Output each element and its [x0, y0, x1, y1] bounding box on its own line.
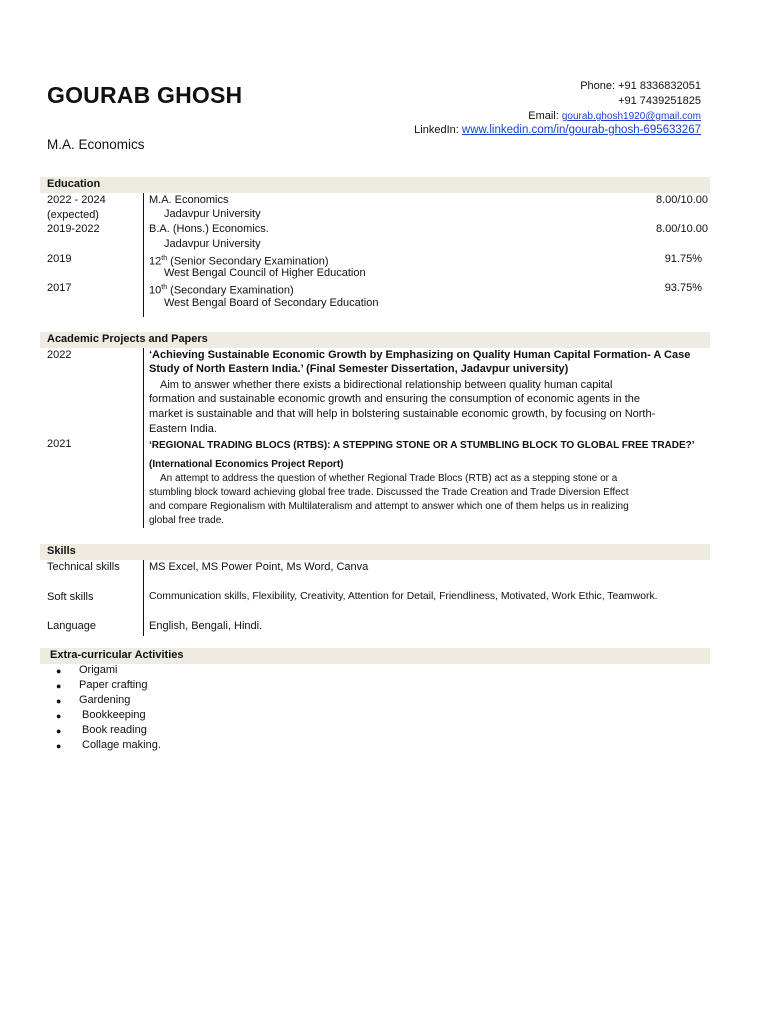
edu-year: 2022 - 2024	[47, 194, 106, 206]
activity-item: Gardening	[79, 694, 131, 706]
activity-item: Book reading	[82, 724, 147, 736]
linkedin-link[interactable]: www.linkedin.com/in/gourab-ghosh-695633267	[461, 124, 701, 136]
linkedin-label: LinkedIn:	[414, 124, 459, 136]
skill-value: English, Bengali, Hindi.	[149, 620, 263, 632]
edu-year-note: (expected)	[47, 209, 99, 221]
project-title-line: ‘Achieving Sustainable Economic Growth by Emphasizing on Quality Human Capital Formation- A Case	[149, 349, 691, 361]
skill-value: Communication skills, Flexibility, Creativity, Attention for Detail, Friendliness, Motivated, Work Ethic, Teamwork.	[149, 591, 658, 602]
project-desc-line: global free trade.	[149, 515, 225, 526]
edu-year: 2019-2022	[47, 223, 100, 235]
bullet-icon: ●	[56, 696, 62, 706]
projects-title: Academic Projects and Papers	[47, 333, 208, 345]
education-title: Education	[47, 178, 101, 190]
project-year: 2022	[47, 349, 72, 361]
bullet-icon: ●	[56, 666, 62, 676]
edu-institution: West Bengal Council of Higher Education	[164, 267, 366, 279]
project-title-line: Study of North Eastern India.’ (Final Semester Dissertation, Jadavpur university)	[149, 363, 569, 375]
skills-divider	[143, 560, 144, 636]
edu-degree: B.A. (Hons.) Economics.	[149, 223, 269, 235]
edu-year: 2019	[47, 253, 72, 265]
candidate-name: GOURAB GHOSH	[47, 82, 243, 108]
extra-title: Extra-curricular Activities	[50, 649, 184, 661]
skill-value: MS Excel, MS Power Point, Ms Word, Canva	[149, 561, 369, 573]
skill-label: Soft skills	[47, 591, 94, 603]
project-desc-line: stumbling block toward achieving global free trade. Discussed the Trade Creation and Trade Diversion Effect	[149, 487, 629, 498]
candidate-degree: M.A. Economics	[47, 137, 145, 152]
education-section-header	[40, 177, 710, 193]
projects-section-header	[40, 332, 710, 348]
bullet-icon: ●	[56, 711, 62, 721]
extra-section-header	[40, 648, 710, 664]
project-year: 2021	[47, 438, 72, 450]
edu-institution: Jadavpur University	[164, 238, 261, 250]
project-title-line: ‘REGIONAL TRADING BLOCS (RTBS): A STEPPING STONE OR A STUMBLING BLOCK TO GLOBAL FREE TRADE?’	[149, 440, 695, 451]
activity-item: Collage making.	[82, 739, 161, 751]
edu-score: 8.00/10.00	[656, 194, 708, 206]
activity-item: Paper crafting	[79, 679, 148, 691]
project-desc-line: formation and sustainable economic growth and ensuring the consumption of economic agents in the	[149, 393, 641, 405]
email-line	[528, 109, 701, 124]
project-desc-line: market is sustainable and that will help in bolstering sustainable economic growth, by focusing on North-	[149, 408, 656, 420]
edu-institution: Jadavpur University	[164, 208, 261, 220]
edu-score: 93.75%	[664, 282, 702, 294]
edu-degree: 10th (Secondary Examination)	[149, 284, 294, 297]
skill-label: Language	[47, 620, 96, 632]
edu-score: 8.00/10.00	[656, 223, 708, 235]
skills-title: Skills	[47, 545, 76, 557]
project-desc-line: and compare Regionalism with Multilateralism and attempt to answer which one of them helps us in realizing	[149, 501, 629, 512]
email-link[interactable]: gourab.ghosh1920@gmail.com	[561, 111, 701, 122]
activity-item: Origami	[79, 664, 118, 676]
phone-line: Phone: +91 8336832051	[580, 80, 701, 92]
education-divider	[143, 193, 144, 317]
bullet-icon: ●	[56, 741, 62, 751]
bullet-icon: ●	[56, 726, 62, 736]
phone-line-2: +91 7439251825	[618, 95, 701, 107]
activity-item: Bookkeeping	[82, 709, 146, 721]
skill-label: Technical skills	[47, 561, 120, 573]
skills-section-header	[40, 544, 710, 560]
edu-score: 91.75%	[664, 253, 702, 265]
project-title-line: (International Economics Project Report)	[149, 459, 344, 470]
edu-degree: M.A. Economics	[149, 194, 229, 206]
project-desc-line: An attempt to address the question of whether Regional Trade Blocs (RTB) act as a stepping stone or a	[160, 473, 618, 484]
email-label: Email:	[528, 110, 559, 122]
edu-year: 2017	[47, 282, 72, 294]
project-desc-line: Eastern India.	[149, 423, 217, 435]
project-desc-line: Aim to answer whether there exists a bidirectional relationship between quality human capital	[160, 379, 613, 391]
projects-divider	[143, 348, 144, 528]
edu-institution: West Bengal Board of Secondary Education	[164, 297, 379, 309]
bullet-icon: ●	[56, 681, 62, 691]
linkedin-line	[414, 123, 701, 138]
edu-degree: 12th (Senior Secondary Examination)	[149, 255, 329, 268]
